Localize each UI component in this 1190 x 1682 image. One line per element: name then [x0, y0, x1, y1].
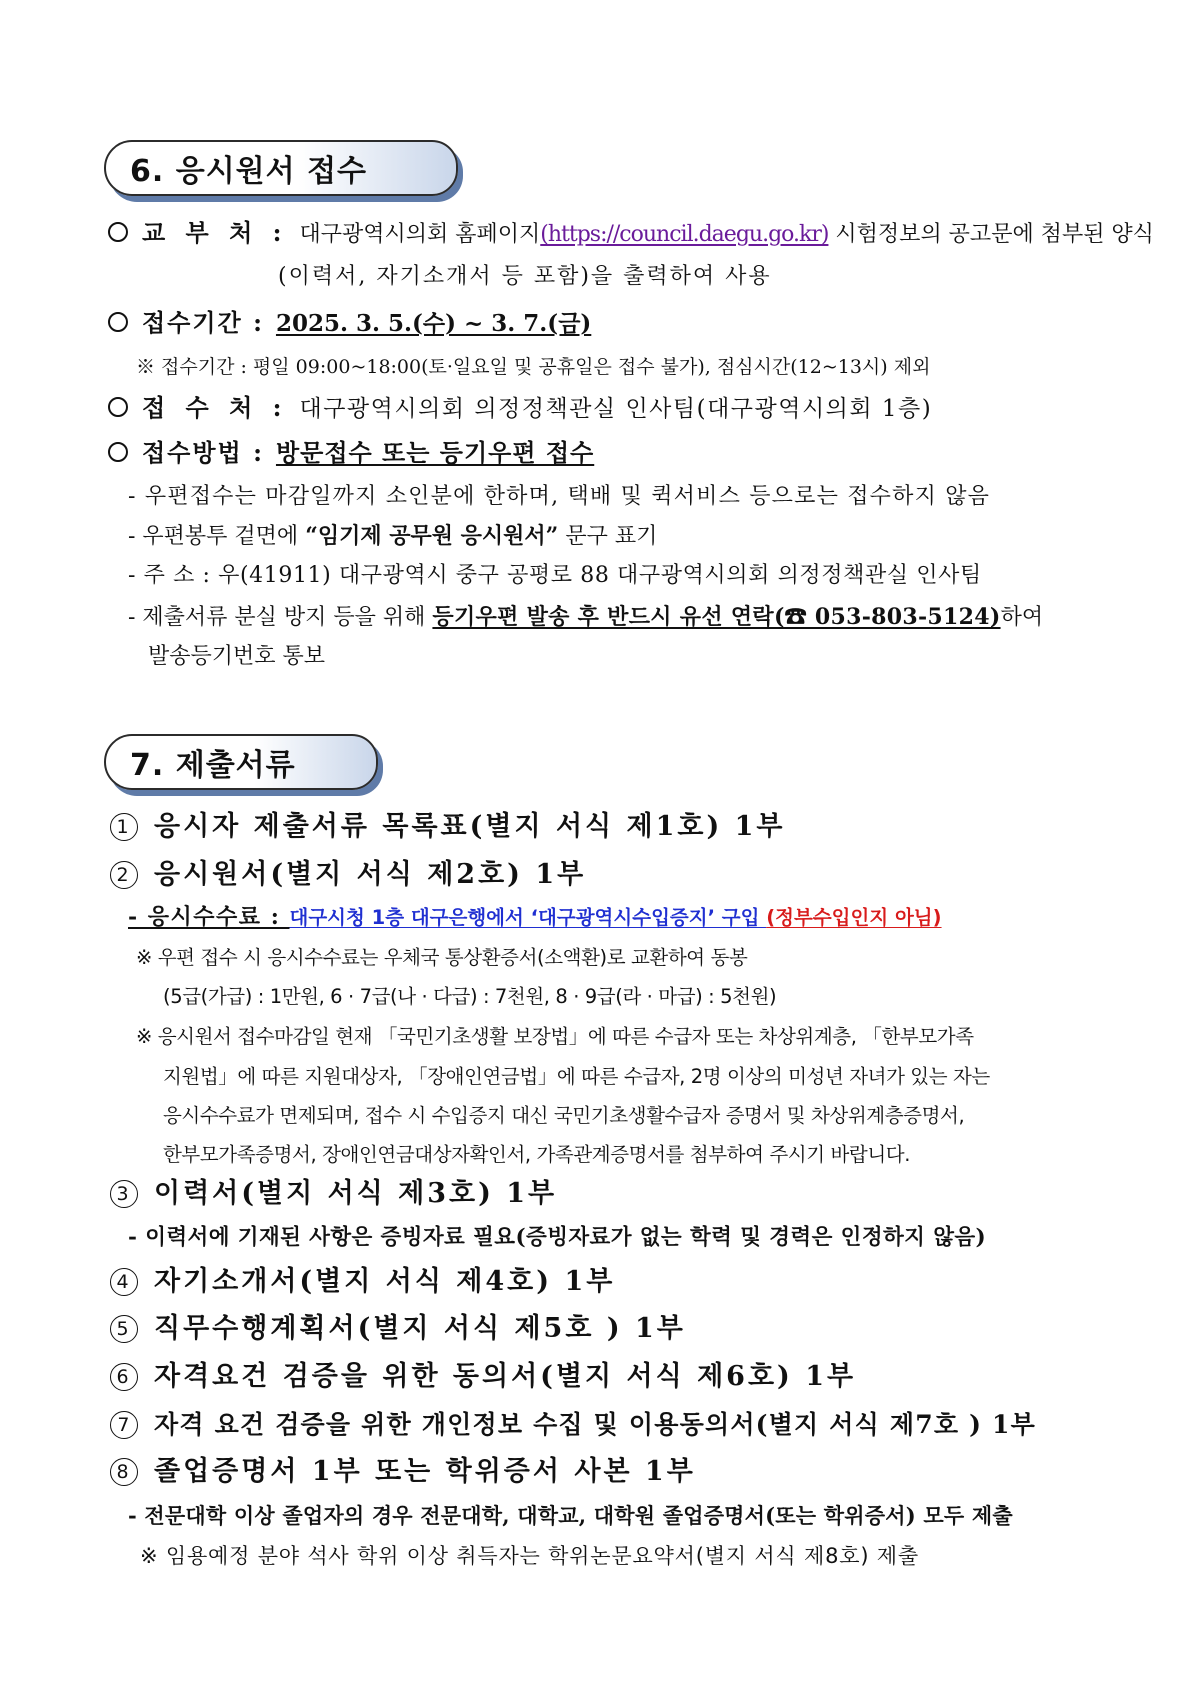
- method-label: 접수방법 :: [142, 438, 264, 467]
- circle-bullet-icon: [108, 397, 128, 417]
- period-note: ※ 접수기간 : 평일 09:00~18:00(토·일요일 및 공휴일은 접수 불가), 점심시간(12~13시) 제외: [136, 356, 931, 378]
- circle-bullet-icon: [108, 312, 128, 332]
- item-text-2: 응시원서(별지 서식 제2호) 1부: [154, 859, 587, 890]
- item-text-5: 직무수행계획서(별지 서식 제5호 ) 1부: [154, 1313, 686, 1344]
- submission-item-3: [110, 1179, 557, 1209]
- submission-item-5: [110, 1314, 686, 1344]
- item-number-4: 4: [110, 1268, 138, 1296]
- place-line: [108, 393, 932, 424]
- fee-note1-line1: ※ 우편 접수 시 응시수수료는 우체국 통상환증서(소액환)로 교환하여 동봉: [136, 946, 748, 969]
- method-sub4-bold: 등기우편 발송 후 반드시 유선 연락(☎ 053-803-5124): [432, 604, 1001, 630]
- item-text-1: 응시자 제출서류 목록표(별지 서식 제1호) 1부: [154, 811, 786, 842]
- fee-note2-line4: 한부모가족증명서, 장애인연금대상자확인서, 가족관계증명서를 첨부하여 주시기 바랍니다.: [163, 1143, 910, 1166]
- item-number-2: 2: [110, 861, 138, 889]
- section-6-title: 6. 응시원서 접수: [130, 154, 368, 189]
- item-text-6: 자격요건 검증을 위한 동의서(별지 서식 제6호) 1부: [154, 1361, 857, 1392]
- period-value: 2025. 3. 5.(수) ~ 3. 7.(금): [275, 310, 592, 337]
- diploma-note: - 전문대학 이상 졸업자의 경우 전문대학, 대학교, 대학원 졸업증명서(또는 학위증서) 모두 제출: [128, 1503, 1013, 1528]
- method-sub1: - 우편접수는 마감일까지 소인분에 한하며, 택배 및 퀵서비스 등으로는 접수하지 않음: [128, 484, 991, 509]
- submission-item-6: [110, 1362, 856, 1392]
- method-value: 방문접수 또는 등기우편 접수: [275, 438, 595, 467]
- thesis-note: ※ 임용예정 분야 석사 학위 이상 취득자는 학위논문요약서(별지 서식 제8호) 제출: [140, 1544, 919, 1568]
- resume-note: - 이력서에 기재된 사항은 증빙자료 필요(증빙자료가 없는 학력 및 경력은 인정하지 않음): [128, 1225, 987, 1250]
- section-7-header: [104, 734, 378, 790]
- submission-item-1: [110, 812, 786, 842]
- submission-item-4: [110, 1267, 615, 1297]
- item-number-1: 1: [110, 813, 138, 841]
- form-source-line2: (이력서, 자기소개서 등 포함)을 출력하여 사용: [278, 264, 772, 289]
- item-text-8: 졸업증명서 1부 또는 학위증서 사본 1부: [154, 1456, 696, 1487]
- item-text-7: 자격 요건 검증을 위한 개인정보 수집 및 이용동의서(별지 서식 제7호 ) 1부: [154, 1410, 1036, 1439]
- fee-note2-line3: 응시수수료가 면제되며, 접수 시 수입증지 대신 국민기초생활수급자 증명서 및 차상위계층증명서,: [163, 1104, 965, 1127]
- item-number-3: 3: [110, 1180, 138, 1208]
- item-number-7: 7: [110, 1411, 138, 1439]
- method-sub2: [128, 521, 657, 552]
- fee-note2-line1: ※ 응시원서 접수마감일 현재 「국민기초생활 보장법」에 따른 수급자 또는 차상위계층, 「한부모가족: [136, 1025, 974, 1048]
- form-source-label: 교 부 처 :: [142, 218, 288, 247]
- fee-note1-line2: (5급(가급) : 1만원, 6 · 7급(나 · 다급) : 7천원, 8 · 9급(라 · 마급) : 5천원): [163, 985, 777, 1008]
- submission-item-8: [110, 1457, 696, 1487]
- submission-item-7: [110, 1410, 1036, 1440]
- section-6-header: [104, 140, 458, 196]
- submission-item-2: [110, 860, 586, 890]
- form-source-line: [108, 218, 1154, 250]
- method-sub2-bold: “임기제 공무원 응시원서”: [305, 523, 559, 549]
- item-number-5: 5: [110, 1315, 138, 1343]
- method-sub4-before: - 제출서류 분실 방지 등을 위해: [128, 605, 433, 630]
- place-value: 대구광역시의회 의정정책관실 인사팀(대구광역시의회 1층): [299, 396, 933, 422]
- method-sub3: - 주 소 : 우(41911) 대구광역시 중구 공평로 88 대구광역시의회 의정정책관실 인사팀: [128, 563, 982, 588]
- method-sub4: [128, 602, 1043, 633]
- council-homepage-link[interactable]: (https://council.daegu.go.kr): [540, 222, 829, 247]
- fee-blue-text: 대구시청 1층 대구은행에서 ‘대구광역시수입증지’ 구입: [289, 906, 767, 929]
- method-line: [108, 438, 594, 469]
- form-source-text-after: 시험정보의 공고문에 첨부된 양식: [828, 222, 1154, 247]
- method-sub2-after: 문구 표기: [558, 524, 658, 549]
- place-label: 접 수 처 :: [142, 393, 288, 422]
- fee-red-text: (정부수입인지 아님): [766, 906, 942, 929]
- method-sub2-before: - 우편봉투 겉면에: [128, 524, 306, 549]
- item-number-6: 6: [110, 1363, 138, 1391]
- fee-note2-line2: 지원법」에 따른 지원대상자, 「장애인연금법」에 따른 수급자, 2명 이상의 미성년 자녀가 있는 자는: [163, 1065, 990, 1088]
- section-7-title: 7. 제출서류: [130, 748, 296, 783]
- method-sub4-line2: 발송등기번호 통보: [148, 644, 326, 669]
- item-number-8: 8: [110, 1458, 138, 1486]
- fee-label: - 응시수수료 :: [128, 904, 290, 930]
- method-sub4-after: 하여: [1000, 605, 1044, 630]
- circle-bullet-icon: [108, 222, 128, 242]
- period-line: [108, 308, 591, 339]
- fee-line: [128, 902, 942, 933]
- form-source-text: 대구광역시의회 홈페이지: [299, 222, 541, 247]
- circle-bullet-icon: [108, 442, 128, 462]
- period-label: 접수기간 :: [142, 308, 264, 337]
- item-text-3: 이력서(별지 서식 제3호) 1부: [154, 1178, 558, 1209]
- item-text-4: 자기소개서(별지 서식 제4호) 1부: [154, 1266, 616, 1297]
